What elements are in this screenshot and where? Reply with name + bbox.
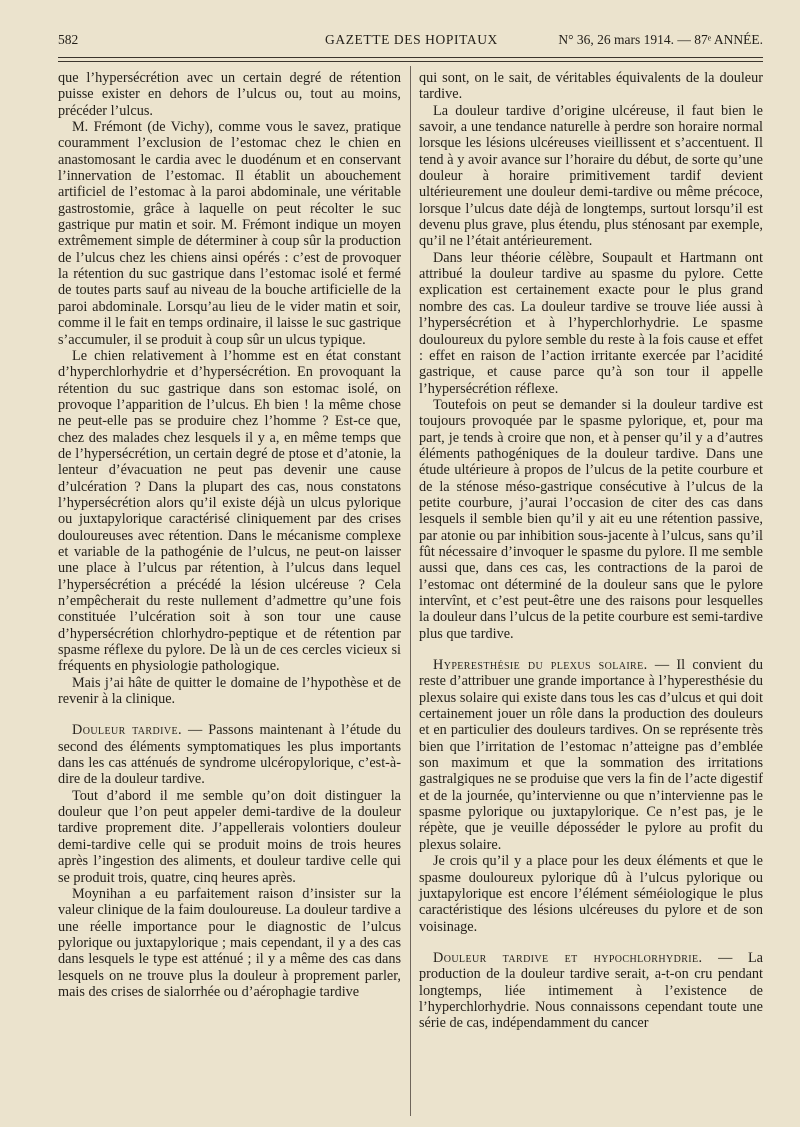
- paragraph: Mais j’ai hâte de quitter le domaine de l’hypothèse et de revenir à la clinique.: [58, 674, 401, 708]
- section-paragraph: Hyperesthésie du plexus solaire. — Il convient du reste d’attribuer une grande importance à l’hyperesthésie du plexus solaire qui existe dans tous les cas d’ulcus et qui doit certainement jouer un rôle dans la production des douleurs et en particulier des douleurs tardives. On se représente très bien que l’irritation de l’estomac n’atteigne pas d’emblée son maximum et que la sommation des irritations gastralgiques ne se produise que vers la fin de l’acte digestif et de la journée, qu’intervienne ou que n’intervienne pas le spasme pylorique ou juxtapylorique. Ce n’est pas, je le répète, que je veuille déposséder le pylore au profit du plexus solaire.: [419, 657, 763, 853]
- section-heading: Hyperesthésie du plexus solaire.: [433, 657, 648, 674]
- right-column: [419, 70, 763, 1032]
- header-rule-top: [58, 57, 763, 58]
- paragraph: qui sont, on le sait, de véritables équivalents de la douleur tardive.: [419, 70, 763, 103]
- paragraph: Dans leur théorie célèbre, Soupault et Hartmann ont attribué la douleur tardive au spasme du pylore. Cette explication est certainement exacte pour le plus grand nombre des cas. La douleur tardive se trouve liée aussi à l’hypersécrétion et à l’hyperchlorhydrie. Le spasme douloureux du pylore semble du reste à la fois cause et effet : effet en raison de l’action irritante exercée par l’acidité gastrique, et cause parce qu’à son tour il appelle l’hypersécrétion réflexe.: [419, 249, 763, 397]
- paragraph: Le chien relativement à l’homme est en état constant d’hyperchlorhydrie et d’hypersécrétion. En provoquant la rétention du suc gastrique dans son estomac isolé, on provoque l’apparition de l’ulcus. Eh bien ! la même chose ne peut-elle pas se produire chez l’homme ? Est-ce que, chez des malades chez lesquels il y a, en même temps que de l’hypersécrétion, un certain degré de ptose et d’atonie, la lenteur d’évacuation ne peut pas devenir une cause d’ulcération ? Dans la plupart des cas, nous constatons l’hypersécrétion alors qu’il existe déjà un ulcus pylorique ou juxtapylorique caractérisé cliniquement par des crises douloureuses avec rétention. Dans le mécanisme complexe et variable de la pathogénie de l’ulcus, ne peut-on laisser une place à l’ulcus par rétention, à l’ulcus dans lequel l’hypersécrétion a précédé la lésion ulcéreuse ? Cela n’empêcherait du reste nullement d’admettre qu’une fois constituée l’ulcération soit à son tour une cause d’hypersécrétion chlorhydro-peptique et de rétention par spasme réflexe du pylore. De là un de ces cercles vicieux si fréquents en physiologie pathologique.: [58, 347, 401, 675]
- column-divider: [410, 66, 411, 1116]
- page-number: 582: [58, 32, 79, 47]
- paragraph: Toutefois on peut se demander si la douleur tardive est toujours provoquée par le spasme pylorique, et, pour ma part, je tends à croire que non, et à penser qu’il y a d’autres éléments pathogéniques de la douleur tardive. Dans une étude ultérieure à propos de l’ulcus de la petite courbure et de la sténose méso-gastrique consécutive à l’ulcus de la petite courbure, j’aurai l’occasion de citer des cas dans lesquels il semble bien qu’il y ait eu une rétention passive, par atonie ou par inhibition sous-jacente à l’ulcus, sans qu’il fût nécessaire d’invoquer le spasme du pylore. Il me semble aussi que, dans ces cas, les contractions de la paroi de l’estomac ont déterminé de la douleur sans que le pylore intervînt, et c’est peut-être une des raisons pour lesquelles la douleur dans l’ulcus de la petite courbure est semi-tardive plus que tardive.: [419, 396, 763, 642]
- paragraph: Tout d’abord il me semble qu’on doit distinguer la douleur que l’on peut appeler demi-tardive de la douleur tardive proprement dite. J’appellerais volontiers douleur demi-tardive celle qui se produit moins de trois heures après l’ingestion des aliments, et douleur tardive celle qui se produit trois, quatre, cinq heures après.: [58, 787, 401, 886]
- section-heading: Douleur tardive et hypochlorhydrie.: [433, 949, 703, 966]
- journal-title: GAZETTE DES HOPITAUX: [325, 32, 498, 47]
- paragraph: M. Frémont (de Vichy), comme vous le savez, pratique couramment l’exclusion de l’estomac chez le chien en anastomosant le cardia avec le duodénum et en conservant l’innervation de l’estomac. Il établit un abouchement artificiel de l’estomac à la paroi abdominale, une véritable gastrostomie, grâce à laquelle on peut récolter le suc gastrique pur matin et soir. M. Frémont indique un moyen extrêmement simple de déterminer à coup sûr la production de l’ulcus chez les chiens ainsi opérés : c’est de provoquer la rétention du suc gastrique dans l’estomac isolé et fermé de toutes parts sauf au niveau de la bouche artificielle de la paroi abdominale. Lorsqu’au lieu de le vider matin et soir, comme il le fait en temps ordinaire, il laisse le suc gastrique s’accumuler, il se produit à coup sûr un ulcus typique.: [58, 119, 401, 348]
- left-column: [58, 70, 401, 1000]
- header-rule-bottom: [58, 61, 763, 62]
- section-heading: Douleur tardive.: [72, 722, 182, 739]
- paragraph: La douleur tardive d’origine ulcéreuse, il faut bien le savoir, a une tendance naturelle à perdre son horaire normal lorsque les lésions ulcéreuses vieillissent et s’accentuent. Il tend à y avoir avance sur l’horaire du début, de sorte qu’une douleur à horaire primitivement tardif devient ultérieurement une douleur demi-tardive ou même précoce, lorsque l’ulcus date déjà de longtemps, surtout lorsqu’il est devenu plus grave, plus étendu, plus sténosant par exemple, qu’il ne l’était antérieurement.: [419, 102, 763, 250]
- section-paragraph: Douleur tardive et hypochlorhydrie. — La production de la douleur tardive serait, a-t-on cru pendant longtemps, liée intimement à l’existence de l’hyperchlorhydrie. Nous connaissons cependant toute une série de cas, indépendamment du cancer: [419, 949, 763, 1032]
- issue-info: N° 36, 26 mars 1914. — 87ᵉ ANNÉE.: [558, 32, 763, 47]
- paragraph: que l’hypersécrétion avec un certain degré de rétention puisse exister en dehors de l’ulcus ou, tout au moins, précéder l’ulcus.: [58, 70, 401, 119]
- paragraph: Je crois qu’il y a place pour les deux éléments et que le spasme douloureux pylorique dû à l’ulcus pylorique ou juxtapylorique est encore l’élément séméiologique le plus caractéristique des lésions ulcéreuses du pylore et de son voisinage.: [419, 853, 763, 935]
- page-header: [58, 32, 763, 52]
- section-paragraph: Douleur tardive. — Passons maintenant à l’étude du second des éléments symptomatiques les plus importants dans les cas atténués de syndrome ulcéropylorique, c’est-à-dire de la douleur tardive.: [58, 722, 402, 788]
- paragraph: Moynihan a eu parfaitement raison d’insister sur la valeur clinique de la faim douloureuse. La douleur tardive a une réelle importance pour le diagnostic de l’ulcus pylorique ou juxtapylorique ; mais cependant, il y a des cas dans lesquels le type est atténué ; il y a même des cas dans lesquels on ne trouve plus la douleur à proprement parler, mais des crises de sialorrhée ou d’aérophagie tardive: [58, 885, 401, 1000]
